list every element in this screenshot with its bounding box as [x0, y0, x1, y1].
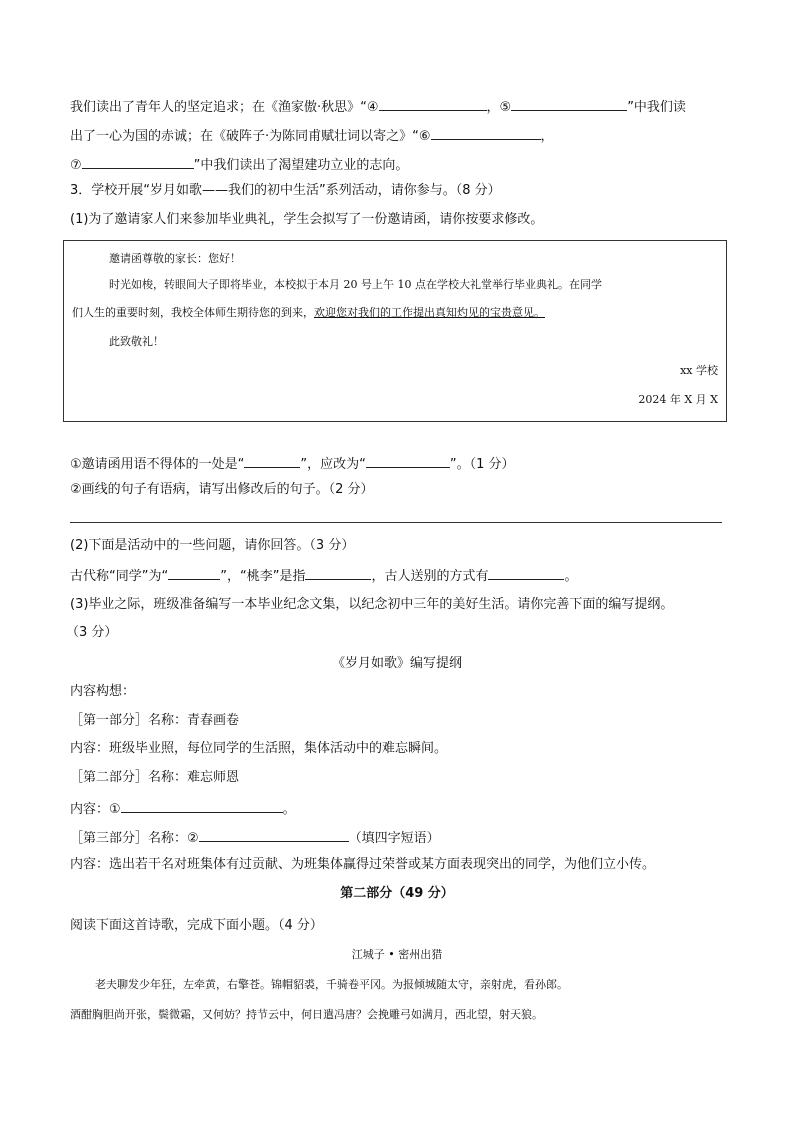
poem-line-2: 酒酣胸胆尚开张，鬓微霜，又何妨？持节云中，何日遣冯唐？会挽雕弓如满月，西北望，射天狼。 [70, 1008, 543, 1021]
letter-body-line-2 [72, 305, 545, 321]
section-2-heading: 第二部分（49 分） [340, 886, 454, 901]
answer-blank[interactable] [244, 453, 300, 468]
text-line [70, 96, 686, 117]
text-line [70, 565, 577, 586]
text: ”中我们读出了渴望建功立业的志向。 [193, 158, 409, 173]
text: ”。（1 分） [449, 457, 515, 472]
text: ①邀请函用语不得体的一处是“ [70, 457, 245, 472]
underlined-sentence: 欢迎您对我们的工作提出真知灼见的宝贵意见。 [314, 306, 545, 319]
text: ，⑤ [486, 100, 512, 115]
text: 内容：① [70, 802, 121, 817]
answer-blank[interactable] [366, 453, 450, 468]
text: ［第三部分］名称：② [70, 831, 199, 846]
letter-signature: xx 学校 [680, 364, 718, 377]
answer-blank[interactable] [168, 565, 220, 580]
invitation-letter-box [63, 240, 727, 422]
text-line [70, 453, 515, 474]
section-2-intro: 阅读下面这首诗歌，完成下面小题。（4 分） [70, 918, 323, 933]
outline-part-1-name: ［第一部分］名称：青春画卷 [70, 713, 240, 728]
text: 我们读出了青年人的坚定追求；在《渔家傲·秋思》“④ [70, 100, 379, 115]
text: 们人生的重要时刻，我校全体师生期待您的到来， [72, 306, 314, 319]
question-3-1-sub-2: ②画线的句子有语病，请写出修改后的句子。（2 分） [70, 482, 374, 497]
outline-part-1-content: 内容：班级毕业照，每位同学的生活照，集体活动中的难忘瞬间。 [70, 741, 448, 756]
text: ，古人送别的方式有 [371, 569, 489, 584]
letter-closing: 此致敬礼！ [109, 335, 164, 348]
answer-line[interactable] [70, 522, 722, 523]
letter-body-line-1: 时光如梭，转眼间大子即将毕业，本校拟于本月 20 号上午 10 点在学校大礼堂举行毕业典礼。在同学 [109, 278, 602, 291]
text: （填四字短语） [348, 831, 440, 846]
answer-blank-part-3[interactable] [199, 827, 349, 842]
answer-blank-part-2[interactable] [121, 798, 283, 813]
outline-title: 《岁月如歌》编写提纲 [331, 656, 462, 671]
question-3-3-score: （3 分） [66, 625, 118, 640]
answer-blank[interactable] [305, 565, 371, 580]
answer-blank-4[interactable] [379, 96, 487, 111]
outline-concept: 内容构想： [70, 684, 136, 699]
answer-blank-5[interactable] [511, 96, 627, 111]
poem-line-1: 老夫聊发少年狂，左牵黄，右擎苍。锦帽貂裘，千骑卷平冈。为报倾城随太守，亲射虎，看孙郎。 [95, 978, 568, 991]
question-3-2-title: (2)下面是活动中的一些问题，请你回答。（3 分） [70, 538, 355, 553]
answer-blank-7[interactable] [82, 154, 194, 169]
text: 出了一心为国的赤诚；在《破阵子·为陈同甫赋壮词以寄之》“⑥ [70, 129, 431, 144]
question-3-1-prompt: (1)为了邀请家人们来参加毕业典礼，学生会拟写了一份邀请函，请你按要求修改。 [70, 212, 544, 227]
text: ”，应改为“ [300, 457, 366, 472]
text: 古代称“同学”为“ [70, 569, 169, 584]
text: ⑦ [70, 158, 82, 173]
letter-greeting: 邀请函尊敬的家长：您好！ [109, 252, 241, 265]
question-3-3-title: (3)毕业之际，班级准备编写一本毕业纪念文集，以纪念初中三年的美好生活。请你完善下面的编写提纲。 [70, 597, 674, 612]
text-line [70, 154, 408, 175]
text-line [70, 798, 296, 819]
text: 。 [282, 802, 296, 817]
text: ”，“桃李”是指 [220, 569, 306, 584]
text: ， [540, 129, 554, 144]
answer-blank[interactable] [488, 565, 564, 580]
question-3-title: 3．学校开展“岁月如歌——我们的初中生活”系列活动，请你参与。（8 分） [70, 183, 501, 198]
outline-part-2-name: ［第二部分］名称：难忘师恩 [70, 770, 240, 785]
outline-part-3-content: 内容：选出若干名对班集体有过贡献、为班集体赢得过荣誉或某方面表现突出的同学，为他们立小传。 [70, 857, 656, 872]
text-line [70, 125, 554, 146]
answer-blank-6[interactable] [431, 125, 541, 140]
text: 。 [564, 569, 578, 584]
text-line [70, 827, 440, 848]
letter-date: 2024 年 X 月 X [638, 393, 718, 406]
text: ”中我们读 [627, 100, 686, 115]
poem-title: 江城子 • 密州出猎 [351, 948, 443, 961]
